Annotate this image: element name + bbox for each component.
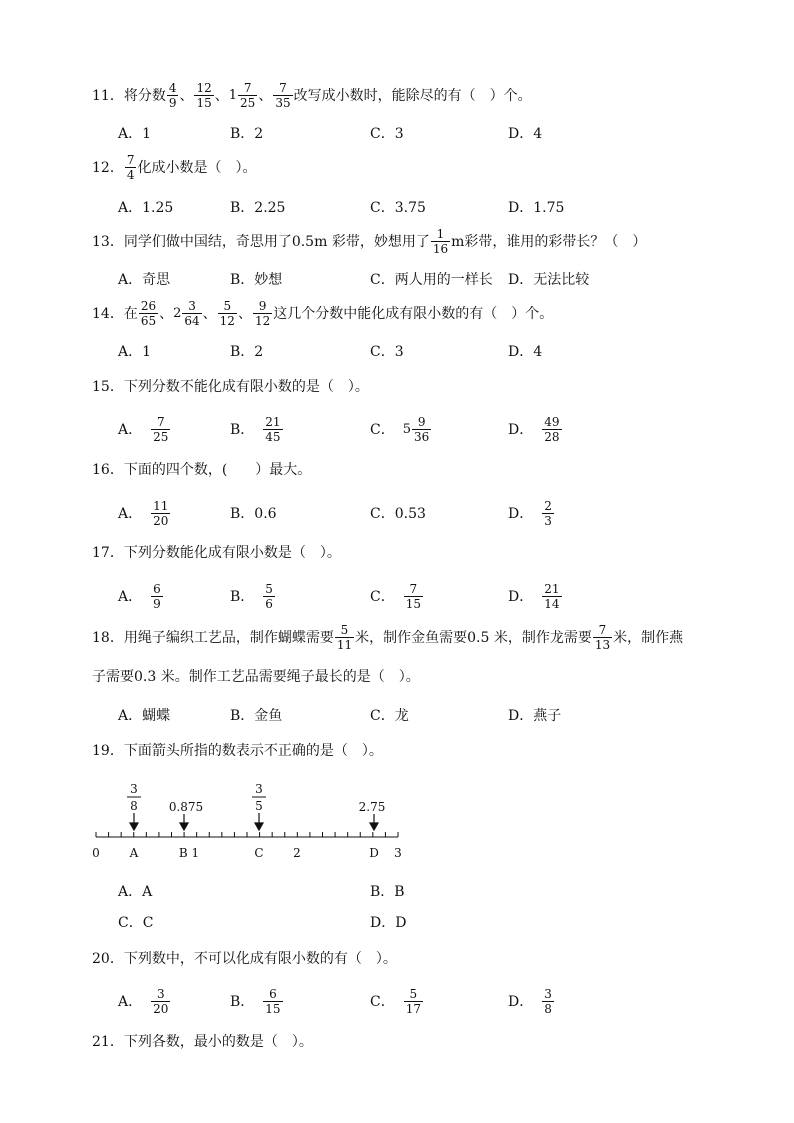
tick-label-d: D [369, 846, 379, 860]
question-text: 这几个分数中能化成有限小数的有（ ）个。 [273, 305, 554, 322]
tick-label-0: 0 [92, 846, 100, 860]
options-17 [118, 581, 678, 611]
question-16 [92, 463, 311, 477]
option-d[interactable]: D．无法比较 [508, 272, 590, 288]
tick-label-c: C [254, 846, 264, 860]
options-16 [118, 498, 678, 528]
number-line-diagram [88, 780, 418, 864]
options-11 [118, 118, 678, 148]
question-text: 下列数中，不可以化成有限小数的有（ ）。 [123, 951, 397, 967]
question-number: 12． [92, 159, 124, 176]
question-text: 米，制作金鱼需要0.5 米，制作龙需要 [355, 629, 592, 646]
option-c[interactable]: C． 5 17 [370, 986, 421, 1016]
question-11: 11． 将分数 4 9 、 12 15 、 1 7 25 、 7 35 改写成小数时，能除尽的有（ ）个。 [92, 81, 532, 110]
question-17 [92, 546, 341, 560]
label-b: 0.875 [168, 800, 204, 814]
tick-label-3: 3 [394, 846, 402, 860]
option-b[interactable]: B．金鱼 [230, 708, 283, 724]
fraction: 5 12 [219, 299, 235, 328]
option-a[interactable]: A．1 [118, 126, 152, 142]
option-b[interactable]: B．2.25 [230, 200, 286, 216]
question-15 [92, 380, 369, 394]
arrow-b-head [180, 823, 188, 830]
question-text: 在 [123, 305, 138, 322]
option-c[interactable]: C．龙 [370, 708, 409, 724]
options-13 [118, 264, 678, 294]
arrow-a-head [130, 823, 138, 830]
option-b[interactable]: B．妙想 [230, 272, 283, 288]
question-text: 改写成小数时，能除尽的有（ ）个。 [293, 87, 532, 104]
question-number: 14． [92, 305, 124, 322]
question-12 [92, 154, 256, 181]
question-number: 20． [92, 951, 124, 967]
options-18 [118, 700, 678, 730]
option-c[interactable]: C．0.53 [370, 506, 426, 522]
question-number: 19． [92, 743, 124, 759]
tick-label-a: A [129, 846, 139, 860]
fraction: 9 12 [254, 299, 271, 328]
question-number: 21． [92, 1034, 124, 1050]
option-b[interactable]: B．0.6 [230, 506, 277, 522]
question-21 [92, 1035, 313, 1049]
option-d[interactable]: D． 3 8 [508, 986, 552, 1016]
option-a[interactable]: A．蝴蝶 [118, 708, 171, 724]
options-15 [118, 414, 678, 444]
question-text: 下面箭头所指的数表示不正确的是（ ）。 [123, 743, 383, 759]
label-c-denominator: 5 [255, 799, 263, 813]
option-c[interactable]: C．两人用的一样长 [370, 272, 493, 288]
question-number: 11． [92, 87, 124, 104]
option-b[interactable]: B． 6 15 [230, 986, 281, 1016]
question-13 [92, 228, 646, 255]
option-d[interactable]: D．燕子 [508, 708, 562, 724]
question-20 [92, 952, 397, 966]
option-d[interactable]: D．D [370, 915, 407, 931]
question-text: 同学们做中国结，奇思用了0.5m 彩带，妙想用了 [123, 233, 430, 250]
arrow-c-head [255, 823, 263, 830]
question-number: 13． [92, 233, 124, 250]
question-14: 14． 在 26 65 、 2 3 64 、 5 12 、 9 12 这几个分数中能化成有限小数的有（ ）个。 [92, 299, 554, 328]
option-c[interactable]: C．3 [370, 126, 404, 142]
question-number: 15． [92, 379, 124, 395]
option-a[interactable]: A． 11 20 [118, 498, 169, 528]
option-d[interactable]: D．1.75 [508, 200, 565, 216]
option-d[interactable]: D． 2 3 [508, 498, 552, 528]
fraction: 26 65 [140, 299, 157, 328]
question-18 [92, 624, 683, 651]
options-12 [118, 192, 678, 222]
mixed-whole: 1 [228, 88, 238, 103]
fraction: 3 64 [184, 299, 200, 328]
option-a[interactable]: A．1.25 [118, 200, 174, 216]
label-d: 2.75 [358, 800, 386, 814]
question-text: 用绳子编织工艺品，制作蝴蝶需要 [123, 629, 334, 646]
option-d[interactable]: D． 21 14 [508, 581, 560, 611]
option-d[interactable]: D．4 [508, 126, 543, 142]
arrow-d-head [370, 823, 378, 830]
question-text: 下面的四个数，( ）最大。 [123, 462, 312, 478]
fraction: 7 25 [240, 81, 256, 110]
tick-label-2: 2 [293, 846, 301, 860]
question-number: 18． [92, 629, 124, 646]
option-a[interactable]: A．奇思 [118, 272, 171, 288]
options-14 [118, 336, 678, 366]
question-text: 下列各数，最小的数是（ ）。 [123, 1034, 313, 1050]
question-text: m彩带，谁用的彩带长？（ ） [451, 233, 647, 250]
option-b[interactable]: B． 5 6 [230, 581, 273, 611]
question-text: 下列分数能化成有限小数是（ ）。 [123, 545, 341, 561]
option-d[interactable]: D． 49 28 [508, 414, 560, 444]
option-a[interactable]: A．1 [118, 344, 152, 360]
options-19-row-1 [118, 876, 678, 906]
question-text: 子需要0.3 米。制作工艺品需要绳子最长的是（ ）。 [92, 669, 420, 685]
question-text: 化成小数是（ ）。 [137, 159, 257, 176]
fraction: 12 15 [196, 81, 212, 110]
option-b[interactable]: B．2 [230, 126, 264, 142]
option-c[interactable]: C．C [118, 915, 154, 931]
question-text: 将分数 [123, 87, 166, 104]
fraction: 7 35 [275, 81, 291, 110]
question-18-line-2 [92, 670, 420, 684]
label-c-numerator: 3 [255, 782, 263, 796]
question-19 [92, 744, 383, 758]
option-c[interactable]: C．3 [370, 344, 404, 360]
option-c[interactable]: C．3.75 [370, 200, 426, 216]
options-20 [118, 986, 678, 1016]
tick-label-b-1: B 1 [178, 846, 200, 860]
label-a-numerator: 3 [130, 782, 138, 796]
label-a-denominator: 8 [130, 799, 138, 813]
option-d[interactable]: D．4 [508, 344, 543, 360]
option-a[interactable]: A． 6 9 [118, 581, 161, 611]
question-text: 米，制作燕 [613, 629, 684, 646]
question-number: 16． [92, 462, 124, 478]
option-c[interactable]: C． 5 9 36 [370, 414, 430, 444]
option-b[interactable]: B．2 [230, 344, 264, 360]
question-text: 下列分数不能化成有限小数的是（ ）。 [123, 379, 369, 395]
mixed-whole: 2 [173, 306, 182, 321]
fraction: 5 11 [336, 623, 353, 652]
option-c[interactable]: C． 7 15 [370, 581, 421, 611]
fraction: 1 16 [432, 227, 449, 256]
fraction: 4 9 [168, 81, 177, 110]
question-number: 17． [92, 545, 124, 561]
option-b[interactable]: B．B [370, 884, 405, 900]
option-b[interactable]: B． 21 45 [230, 414, 281, 444]
fraction: 7 4 [126, 153, 135, 182]
fraction: 7 13 [594, 623, 611, 652]
option-a[interactable]: A． 3 20 [118, 986, 169, 1016]
options-19-row-2 [118, 907, 678, 937]
option-a[interactable]: A．A [118, 884, 153, 900]
option-a[interactable]: A． 7 25 [118, 414, 169, 444]
